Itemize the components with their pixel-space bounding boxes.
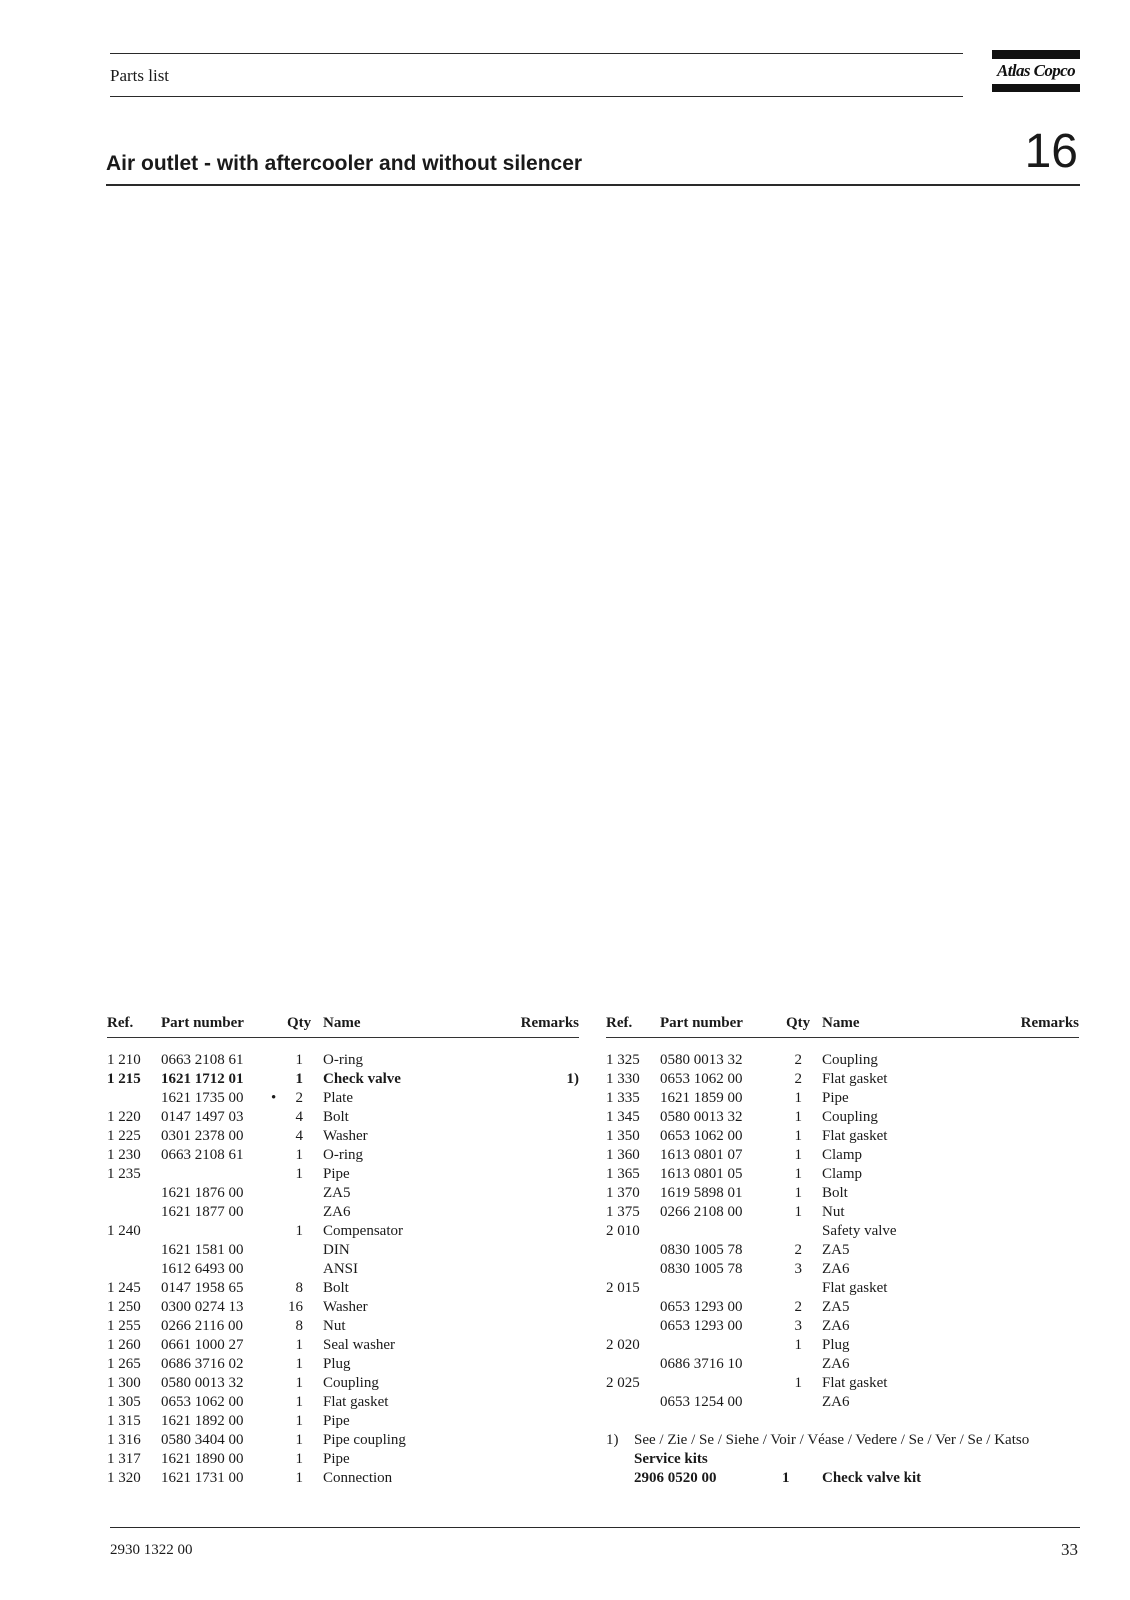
bullet-marker: • xyxy=(271,1090,277,1106)
table-row xyxy=(606,1355,1079,1374)
cell-ref: 1 210 xyxy=(107,1052,141,1068)
cell-qty: 1 xyxy=(295,1166,303,1182)
table-row xyxy=(107,1222,579,1241)
cell-name: Flat gasket xyxy=(323,1394,389,1410)
cell-name: ZA6 xyxy=(323,1204,351,1220)
table-body xyxy=(606,1051,1079,1412)
table-row xyxy=(107,1393,579,1412)
cell-name: ZA6 xyxy=(822,1318,850,1334)
cell-qty: 1 xyxy=(794,1337,802,1353)
cell-name: Nut xyxy=(323,1318,346,1334)
cell-part-number: 0580 0013 32 xyxy=(660,1109,743,1125)
cell-name: Coupling xyxy=(822,1109,878,1125)
table-row xyxy=(606,1108,1079,1127)
cell-part-number: 1619 5898 01 xyxy=(660,1185,743,1201)
cell-name: ZA5 xyxy=(822,1299,850,1315)
table-row xyxy=(107,1241,579,1260)
cell-part-number: 0580 3404 00 xyxy=(161,1432,244,1448)
cell-part-number: 1621 1890 00 xyxy=(161,1451,244,1467)
table-row xyxy=(107,1146,579,1165)
cell-ref: 1 250 xyxy=(107,1299,141,1315)
cell-part-number: 0653 1293 00 xyxy=(660,1318,743,1334)
header-part-number: Part number xyxy=(660,1015,743,1031)
cell-qty: 2 xyxy=(295,1090,303,1106)
cell-part-number: 0663 2108 61 xyxy=(161,1052,244,1068)
table-row xyxy=(606,1184,1079,1203)
table-row xyxy=(107,1279,579,1298)
cell-ref: 1 330 xyxy=(606,1071,640,1087)
cell-qty: 2 xyxy=(794,1052,802,1068)
table-row xyxy=(107,1469,579,1488)
cell-name: Flat gasket xyxy=(822,1280,888,1296)
cell-qty: 4 xyxy=(295,1128,303,1144)
cell-qty: 1 xyxy=(794,1147,802,1163)
cell-qty: 1 xyxy=(295,1394,303,1410)
cell-name: ZA6 xyxy=(822,1356,850,1372)
cell-qty: 1 xyxy=(794,1375,802,1391)
header-bottom-rule xyxy=(110,96,963,97)
cell-qty: 1 xyxy=(295,1470,303,1486)
table-row xyxy=(606,1336,1079,1355)
cell-ref: 1 315 xyxy=(107,1413,141,1429)
table-row xyxy=(606,1393,1079,1412)
cell-qty: 1 xyxy=(295,1223,303,1239)
header-ref: Ref. xyxy=(606,1015,633,1031)
table-row xyxy=(107,1203,579,1222)
parts-table-left xyxy=(107,1015,579,1488)
table-row xyxy=(107,1336,579,1355)
table-row xyxy=(107,1260,579,1279)
cell-part-number: 0653 1062 00 xyxy=(660,1128,743,1144)
cell-qty: 8 xyxy=(295,1318,303,1334)
cell-qty: 1 xyxy=(794,1185,802,1201)
cell-part-number: 0266 2108 00 xyxy=(660,1204,743,1220)
cell-ref: 1 225 xyxy=(107,1128,141,1144)
footnote-marker: 1) xyxy=(606,1432,619,1448)
table-row xyxy=(606,1051,1079,1070)
cell-ref: 1 350 xyxy=(606,1128,640,1144)
table-row xyxy=(107,1298,579,1317)
table-row xyxy=(606,1146,1079,1165)
footer-rule xyxy=(110,1527,1080,1528)
table-row xyxy=(606,1203,1079,1222)
table-row xyxy=(107,1431,579,1450)
cell-ref: 1 265 xyxy=(107,1356,141,1372)
cell-ref: 2 020 xyxy=(606,1337,640,1353)
cell-ref: 1 235 xyxy=(107,1166,141,1182)
cell-part-number: 0653 1254 00 xyxy=(660,1394,743,1410)
cell-part-number: 0686 3716 02 xyxy=(161,1356,244,1372)
cell-part-number: 1612 6493 00 xyxy=(161,1261,244,1277)
cell-part-number: 1621 1877 00 xyxy=(161,1204,244,1220)
header-remarks: Remarks xyxy=(1020,1015,1079,1031)
cell-name: Coupling xyxy=(323,1375,379,1391)
kit-part-number: 2906 0520 00 xyxy=(634,1470,717,1486)
parts-table-right xyxy=(606,1015,1079,1412)
cell-ref: 1 320 xyxy=(107,1470,141,1486)
footnote-text: See / Zie / Se / Siehe / Voir / Véase / Vedere / Se / Ver / Se / Katso xyxy=(634,1432,1030,1448)
page-title: Air outlet - with aftercooler and without silencer xyxy=(106,152,583,175)
cell-ref: 1 260 xyxy=(107,1337,141,1353)
cell-part-number: 0663 2108 61 xyxy=(161,1147,244,1163)
cell-name: Seal washer xyxy=(323,1337,396,1353)
cell-ref: 1 245 xyxy=(107,1280,141,1296)
cell-part-number: 0653 1062 00 xyxy=(660,1071,743,1087)
cell-name: Plug xyxy=(822,1337,850,1353)
cell-ref: 1 240 xyxy=(107,1223,141,1239)
cell-name: Clamp xyxy=(822,1147,862,1163)
cell-qty: 4 xyxy=(295,1109,303,1125)
header-qty: Qty xyxy=(287,1015,312,1031)
cell-ref: 1 370 xyxy=(606,1185,640,1201)
cell-name: Flat gasket xyxy=(822,1128,888,1144)
table-row xyxy=(606,1222,1079,1241)
table-row xyxy=(606,1317,1079,1336)
table-row xyxy=(107,1355,579,1374)
cell-ref: 1 255 xyxy=(107,1318,141,1334)
cell-name: Connection xyxy=(323,1470,393,1486)
cell-name: Coupling xyxy=(822,1052,878,1068)
cell-part-number: 1621 1735 00 xyxy=(161,1090,244,1106)
header-ref: Ref. xyxy=(107,1015,134,1031)
section-label: Parts list xyxy=(110,66,170,85)
logo-wordmark: Atlas Copco xyxy=(997,61,1075,80)
cell-qty: 1 xyxy=(295,1356,303,1372)
cell-part-number: 1621 1731 00 xyxy=(161,1470,244,1486)
table-row xyxy=(606,1089,1079,1108)
table-row xyxy=(107,1317,579,1336)
cell-name: O-ring xyxy=(323,1147,363,1163)
cell-ref: 1 360 xyxy=(606,1147,640,1163)
cell-name: Flat gasket xyxy=(822,1375,888,1391)
cell-part-number: 0300 0274 13 xyxy=(161,1299,244,1315)
cell-ref: 1 365 xyxy=(606,1166,640,1182)
table-header xyxy=(107,1015,579,1037)
table-row xyxy=(606,1127,1079,1146)
cell-part-number: 0686 3716 10 xyxy=(660,1356,743,1372)
cell-part-number: 0661 1000 27 xyxy=(161,1337,244,1353)
cell-name: ZA6 xyxy=(822,1394,850,1410)
cell-part-number: 0830 1005 78 xyxy=(660,1261,743,1277)
table-body xyxy=(107,1051,579,1488)
cell-name: Clamp xyxy=(822,1166,862,1182)
cell-qty: 1 xyxy=(794,1109,802,1125)
cell-name: Plate xyxy=(323,1090,353,1106)
cell-part-number: 1621 1876 00 xyxy=(161,1185,244,1201)
cell-name: Washer xyxy=(323,1128,368,1144)
kit-qty: 1 xyxy=(782,1470,790,1486)
cell-ref: 1 300 xyxy=(107,1375,141,1391)
cell-qty: 1 xyxy=(794,1128,802,1144)
cell-part-number: 0653 1293 00 xyxy=(660,1299,743,1315)
cell-part-number: 1621 1859 00 xyxy=(660,1090,743,1106)
cell-name: Safety valve xyxy=(822,1223,897,1239)
cell-part-number: 0830 1005 78 xyxy=(660,1242,743,1258)
cell-name: Check valve xyxy=(323,1071,401,1087)
cell-qty: 1 xyxy=(295,1451,303,1467)
footnote xyxy=(606,1431,1079,1450)
header-name: Name xyxy=(822,1015,860,1031)
cell-name: Nut xyxy=(822,1204,845,1220)
service-kit-row xyxy=(606,1469,1079,1488)
cell-name: ZA5 xyxy=(323,1185,351,1201)
document-number: 2930 1322 00 xyxy=(110,1542,193,1558)
cell-ref: 1 375 xyxy=(606,1204,640,1220)
cell-name: Pipe xyxy=(822,1090,849,1106)
table-row xyxy=(107,1184,579,1203)
table-row xyxy=(107,1165,579,1184)
cell-name: Pipe xyxy=(323,1166,350,1182)
cell-ref: 2 025 xyxy=(606,1375,640,1391)
cell-qty: 1 xyxy=(295,1337,303,1353)
cell-ref: 2 010 xyxy=(606,1223,640,1239)
cell-remarks: 1) xyxy=(566,1071,579,1087)
cell-ref: 1 325 xyxy=(606,1052,640,1068)
table-row xyxy=(107,1374,579,1393)
header-name: Name xyxy=(323,1015,361,1031)
cell-ref: 1 345 xyxy=(606,1109,640,1125)
cell-qty: 1 xyxy=(295,1432,303,1448)
cell-part-number: 0266 2116 00 xyxy=(161,1318,243,1334)
header-qty: Qty xyxy=(786,1015,811,1031)
table-row xyxy=(107,1051,579,1070)
service-kits-heading: Service kits xyxy=(634,1451,708,1467)
table-row xyxy=(606,1374,1079,1393)
cell-ref: 1 230 xyxy=(107,1147,141,1163)
notes-block xyxy=(606,1431,1079,1488)
cell-name: Pipe xyxy=(323,1413,350,1429)
table-row xyxy=(107,1108,579,1127)
cell-ref: 1 335 xyxy=(606,1090,640,1106)
cell-part-number: 0580 0013 32 xyxy=(161,1375,244,1391)
cell-qty: 1 xyxy=(295,1375,303,1391)
logo-top-bar xyxy=(992,50,1080,59)
cell-qty: 3 xyxy=(794,1318,802,1334)
illustration-area xyxy=(106,200,1078,980)
cell-name: Pipe xyxy=(323,1451,350,1467)
cell-ref: 1 316 xyxy=(107,1432,141,1448)
table-row xyxy=(606,1241,1079,1260)
cell-ref: 1 305 xyxy=(107,1394,141,1410)
brand-logo xyxy=(992,50,1080,92)
cell-name: DIN xyxy=(323,1242,350,1258)
cell-qty: 3 xyxy=(794,1261,802,1277)
table-row xyxy=(107,1089,579,1108)
cell-name: Pipe coupling xyxy=(323,1432,406,1448)
cell-part-number: 1621 1712 01 xyxy=(161,1071,244,1087)
cell-qty: 2 xyxy=(794,1242,802,1258)
cell-ref: 1 220 xyxy=(107,1109,141,1125)
cell-ref: 2 015 xyxy=(606,1280,640,1296)
cell-name: Flat gasket xyxy=(822,1071,888,1087)
cell-part-number: 0580 0013 32 xyxy=(660,1052,743,1068)
cell-qty: 1 xyxy=(794,1204,802,1220)
table-row xyxy=(107,1450,579,1469)
cell-qty: 16 xyxy=(288,1299,303,1315)
cell-qty: 1 xyxy=(295,1052,303,1068)
cell-name: Bolt xyxy=(323,1280,349,1296)
cell-name: ZA6 xyxy=(822,1261,850,1277)
cell-part-number: 0147 1958 65 xyxy=(161,1280,244,1296)
section-number: 16 xyxy=(1024,125,1078,178)
cell-part-number: 1613 0801 05 xyxy=(660,1166,743,1182)
title-rule xyxy=(106,184,1080,186)
cell-part-number: 0147 1497 03 xyxy=(161,1109,244,1125)
cell-qty: 2 xyxy=(794,1299,802,1315)
table-row xyxy=(107,1070,579,1089)
service-kits-heading-row xyxy=(606,1450,1079,1469)
table-row xyxy=(606,1298,1079,1317)
cell-part-number: 0653 1062 00 xyxy=(161,1394,244,1410)
cell-part-number: 1613 0801 07 xyxy=(660,1147,743,1163)
cell-part-number: 0301 2378 00 xyxy=(161,1128,244,1144)
table-header-rule xyxy=(606,1037,1079,1038)
header-part-number: Part number xyxy=(161,1015,244,1031)
cell-qty: 1 xyxy=(794,1090,802,1106)
cell-part-number: 1621 1581 00 xyxy=(161,1242,244,1258)
cell-ref: 1 215 xyxy=(107,1071,141,1087)
table-header-rule xyxy=(107,1037,579,1038)
table-row xyxy=(107,1127,579,1146)
cell-name: O-ring xyxy=(323,1052,363,1068)
cell-qty: 1 xyxy=(794,1166,802,1182)
cell-qty: 8 xyxy=(295,1280,303,1296)
table-header xyxy=(606,1015,1079,1037)
header-top-rule xyxy=(110,53,963,54)
cell-ref: 1 317 xyxy=(107,1451,141,1467)
cell-qty: 1 xyxy=(295,1413,303,1429)
table-row xyxy=(606,1070,1079,1089)
cell-name: Compensator xyxy=(323,1223,403,1239)
cell-qty: 2 xyxy=(794,1071,802,1087)
cell-name: ANSI xyxy=(323,1261,359,1277)
cell-name: Bolt xyxy=(323,1109,349,1125)
table-row xyxy=(606,1279,1079,1298)
table-row xyxy=(107,1412,579,1431)
kit-name: Check valve kit xyxy=(822,1470,922,1486)
cell-part-number: 1621 1892 00 xyxy=(161,1413,244,1429)
header-remarks: Remarks xyxy=(520,1015,579,1031)
table-row xyxy=(606,1165,1079,1184)
table-row xyxy=(606,1260,1079,1279)
cell-qty: 1 xyxy=(295,1147,303,1163)
cell-name: Washer xyxy=(323,1299,368,1315)
page-number: 33 xyxy=(1061,1540,1078,1559)
cell-name: ZA5 xyxy=(822,1242,850,1258)
cell-name: Plug xyxy=(323,1356,351,1372)
logo-bottom-bar xyxy=(992,84,1080,92)
cell-name: Bolt xyxy=(822,1185,848,1201)
cell-qty: 1 xyxy=(295,1071,303,1087)
